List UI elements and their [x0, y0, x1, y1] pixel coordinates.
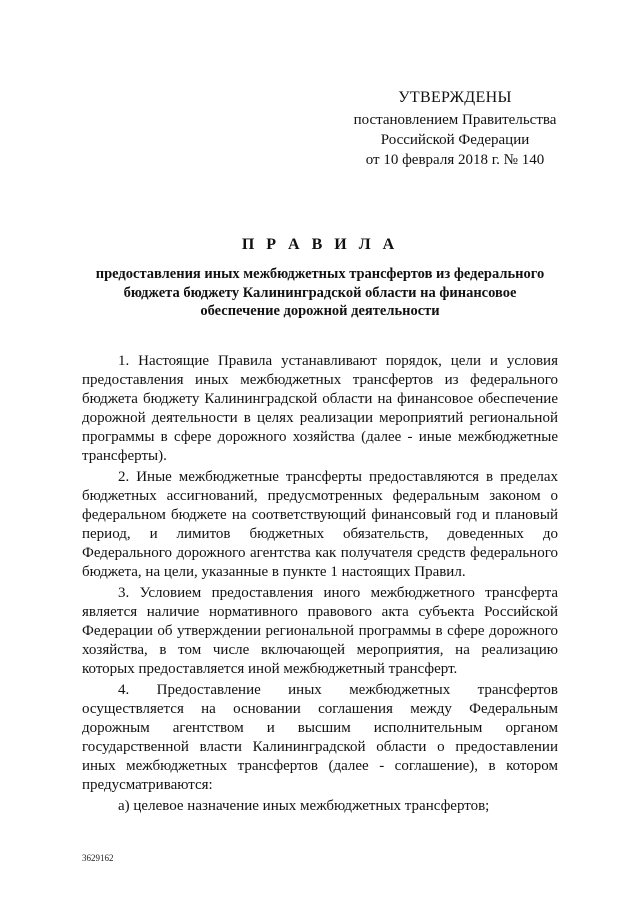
subtitle-line-1: предоставления иных межбюджетных трансфертов из федерального: [95, 266, 545, 282]
subtitle-line-2: бюджета бюджету Калининградской области на финансовое: [123, 284, 517, 301]
paragraph-3: 3. Условием предоставления иного межбюджетного трансферта является наличие нормативного правового акта субъекта Российской Федерации об утверждении региональной программы в сфере дорожного хозяйства, в том числе включающей мероприятия, на реализацию которых предоставляется иной межбюджетный трансферт.: [82, 585, 558, 677]
document-code: 3629162: [82, 853, 114, 863]
document-title: П Р А В И Л А: [241, 236, 399, 253]
subtitle-line-3: обеспечение дорожной деятельности: [200, 303, 440, 319]
approval-line-3: от 10 февраля 2018 г. № 140: [365, 152, 545, 168]
approval-line-2: Российской Федерации: [380, 132, 530, 148]
document-body: [82, 352, 558, 816]
sub-item-a: а) целевое назначение иных межбюджетных трансфертов;: [118, 798, 490, 814]
approval-heading: УТВЕРЖДЕНЫ: [398, 89, 512, 106]
approval-block: [340, 88, 570, 170]
approval-line-1: постановлением Правительства: [353, 112, 557, 128]
paragraph-4: 4. Предоставление иных межбюджетных трансфертов осуществляется на основании соглашения между Федеральным дорожным агентством и высшим исполнительным органом государственной власти Калининградской области о предоставлении иных межбюджетных трансфертов (далее - соглашение), в котором предусматриваются:: [82, 682, 558, 793]
paragraph-1: 1. Настоящие Правила устанавливают порядок, цели и условия предоставления иных межбюджетных трансфертов из федерального бюджета бюджету Калининградской области на финансовое обеспечение дорожной деятельности в целях реализации мероприятий региональной программы в сфере дорожного хозяйства (далее - иные межбюджетные трансферты).: [82, 353, 558, 464]
document-subtitle: [70, 265, 570, 321]
paragraph-2: 2. Иные межбюджетные трансферты предоставляются в пределах бюджетных ассигнований, предусмотренных федеральным законом о федеральном бюджете на соответствующий финансовый год и плановый период, и лимитов бюджетных обязательств, доведенных до Федерального дорожного агентства как получателя средств федерального бюджета, на цели, указанные в пункте 1 настоящих Правил.: [82, 469, 558, 580]
